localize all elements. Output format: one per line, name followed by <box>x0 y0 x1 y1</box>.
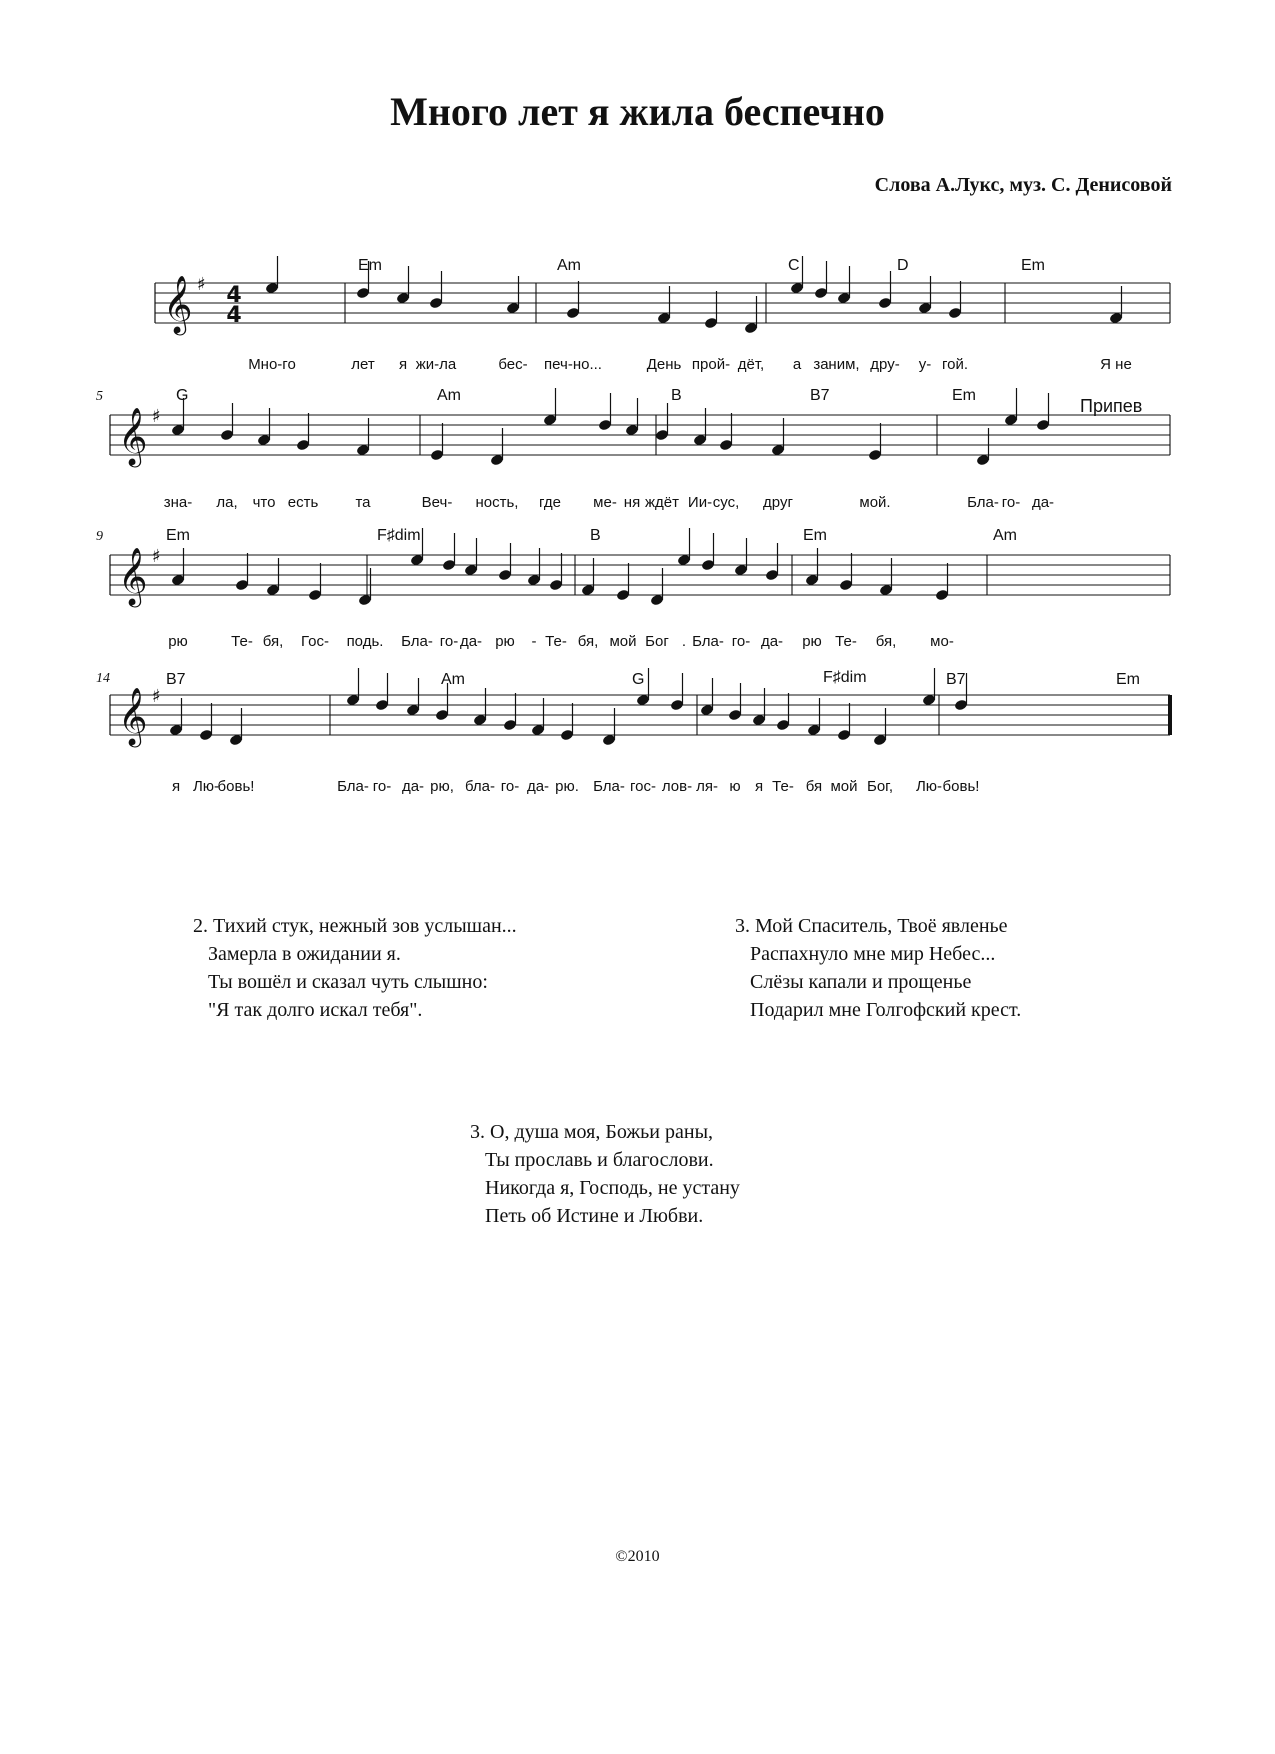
lyric-syllable: я <box>754 778 764 795</box>
lyrics-line <box>172 778 980 795</box>
lyric-syllable: Те- <box>545 633 567 650</box>
measure-number: 9 <box>96 529 103 544</box>
key-signature-sharp: ♯ <box>152 686 161 707</box>
key-signature-sharp: ♯ <box>197 274 206 295</box>
lyric-syllable: есть <box>287 494 319 511</box>
lyric-syllable: го- <box>1001 494 1021 511</box>
lyric-syllable: бя, <box>577 633 599 650</box>
lyric-syllable: да- <box>760 633 784 650</box>
lyric-syllable: ним, <box>828 356 860 373</box>
lyric-syllable: Бла- <box>593 778 625 795</box>
verse-line: Слёзы капали и прощенье <box>750 971 972 993</box>
lyric-syllable: Бла- <box>401 633 433 650</box>
lyric-syllable: Бла- <box>337 778 369 795</box>
lyric-syllable: прой- <box>691 356 731 373</box>
chord-symbol: F♯dim <box>377 527 421 544</box>
chord-symbol: F♯dim <box>823 669 867 686</box>
chord-symbol: Am <box>441 671 465 688</box>
chord-symbol: B <box>590 527 601 544</box>
verse-line: "Я так долго искал тебя". <box>208 999 423 1021</box>
lyric-syllable: рю. <box>555 778 579 795</box>
chord-symbol: B7 <box>946 671 966 688</box>
lyric-syllable: День <box>646 356 682 373</box>
credits: Слова А.Лукс, муз. С. Денисовой <box>874 174 1172 196</box>
lyric-syllable: Бла- <box>967 494 999 511</box>
lyric-syllable: да- <box>459 633 483 650</box>
lyric-syllable: ме- <box>593 494 617 511</box>
copyright: ©2010 <box>615 1548 660 1565</box>
lyric-syllable: лов- <box>661 778 693 795</box>
chord-symbol: Em <box>1021 257 1045 274</box>
measure-number: 14 <box>96 671 110 686</box>
treble-clef: 𝄞 <box>163 275 193 333</box>
lyric-syllable: мо- <box>930 633 954 650</box>
lyric-syllable: ла, <box>216 494 238 511</box>
lyric-syllable: мой. <box>859 494 891 511</box>
key-signature-sharp: ♯ <box>152 406 161 427</box>
treble-clef: 𝄞 <box>118 547 148 605</box>
key-signature-sharp: ♯ <box>152 546 161 567</box>
lyric-syllable: мой <box>830 778 858 795</box>
verse-line: Распахнуло мне мир Небес... <box>750 943 996 965</box>
lyric-syllable: бя, <box>875 633 897 650</box>
time-signature-top: 4 <box>226 283 242 308</box>
verse-line: Подарил мне Голгофский крест. <box>750 999 1022 1021</box>
lyric-syllable: Те- <box>835 633 857 650</box>
lyric-syllable: Бог, <box>867 778 893 795</box>
lyric-syllable: лет <box>351 356 375 373</box>
lyric-syllable: да- <box>1031 494 1055 511</box>
chord-symbol: Em <box>1116 671 1140 688</box>
verse-4 <box>470 1118 740 1230</box>
verse-line: Никогда я, Господь, не устану <box>485 1177 740 1199</box>
lyric-syllable: бовь! <box>942 778 980 795</box>
lyric-syllable: у- <box>918 356 932 373</box>
lyric-syllable: рю, <box>430 778 454 795</box>
chord-symbol: Em <box>952 387 976 404</box>
chord-symbol: Em <box>803 527 827 544</box>
lyrics-line <box>164 494 1054 511</box>
verse-number: 3. <box>735 915 750 937</box>
verse-number: 3. <box>470 1121 485 1143</box>
chord-symbol: G <box>176 387 189 404</box>
verse-number: 2. <box>193 915 208 937</box>
treble-clef: 𝄞 <box>118 407 148 465</box>
lyric-syllable: та <box>355 494 371 511</box>
lyric-syllable: я <box>398 356 408 373</box>
lyric-syllable: Гос- <box>301 633 329 650</box>
lyric-syllable: ля- <box>696 778 718 795</box>
chord-symbol: D <box>897 257 909 274</box>
sheet-music <box>0 0 1275 820</box>
treble-clef: 𝄞 <box>118 687 148 745</box>
lyric-syllable: бовь! <box>217 778 255 795</box>
lyric-syllable: сус, <box>712 494 740 511</box>
lyric-syllable: ждёт <box>645 494 679 511</box>
lyrics-line <box>168 633 954 650</box>
lyric-syllable: где <box>539 494 561 511</box>
lyric-syllable: рю <box>495 633 515 650</box>
refrain-label: Припев <box>1080 396 1143 416</box>
lyric-syllable: го- <box>731 633 751 650</box>
lyric-syllable: Лю- <box>915 778 943 795</box>
lyric-syllable: рю <box>802 633 822 650</box>
lyric-syllable: гой. <box>941 356 969 373</box>
lyric-syllable: а <box>792 356 802 373</box>
time-signature-bottom: 4 <box>226 303 242 328</box>
lyric-syllable: бя <box>805 778 823 795</box>
lyric-syllable: Ии- <box>687 494 713 511</box>
lyric-syllable: бя, <box>262 633 284 650</box>
chord-symbol: C <box>788 257 800 274</box>
lyric-syllable: Веч- <box>421 494 453 511</box>
measure-number: 5 <box>96 389 103 404</box>
lyric-syllable: дёт, <box>737 356 765 373</box>
chord-symbol: B7 <box>810 387 830 404</box>
lyric-syllable: - <box>531 633 537 650</box>
verse-3 <box>735 912 1021 1024</box>
verse-2 <box>193 912 517 1024</box>
lyric-syllable: печ-но... <box>544 356 602 373</box>
lyric-syllable: бла- <box>464 778 496 795</box>
lyric-syllable: мой <box>609 633 637 650</box>
chord-symbol: B7 <box>166 671 186 688</box>
lyric-syllable: го- <box>500 778 520 795</box>
chord-symbol: Am <box>993 527 1017 544</box>
lyric-syllable: да- <box>526 778 550 795</box>
verse-line: Петь об Истине и Любви. <box>485 1205 704 1227</box>
lyric-syllable: друг <box>763 494 793 511</box>
lyric-syllable: гос- <box>630 778 656 795</box>
final-bar-line <box>1168 695 1172 735</box>
lyric-syllable: да- <box>401 778 425 795</box>
verse-line: Ты вошёл и сказал чуть слышно: <box>208 971 488 993</box>
lyric-syllable: Бог <box>645 633 669 650</box>
lyric-syllable: Я не <box>1100 356 1132 373</box>
lyric-syllable: я <box>171 778 181 795</box>
verse-line: Тихий стук, нежный зов услышан... <box>213 915 517 937</box>
chord-symbol: G <box>632 671 645 688</box>
lyrics-line <box>248 356 1132 373</box>
verse-line: Мой Спаситель, Твоё явленье <box>755 915 1008 937</box>
lyric-syllable: дру- <box>870 356 900 373</box>
verse-line: Замерла в ожидании я. <box>208 943 401 965</box>
lyric-syllable: го- <box>439 633 459 650</box>
lyric-syllable: рю <box>168 633 188 650</box>
lyric-syllable: ю <box>729 778 741 795</box>
lyric-syllable: зна- <box>163 494 193 511</box>
lyric-syllable: Те- <box>231 633 253 650</box>
lyric-syllable: подь. <box>346 633 384 650</box>
lyric-syllable: ня <box>623 494 641 511</box>
page-title: Много лет я жила беспечно <box>390 89 885 134</box>
chord-symbol: Am <box>557 257 581 274</box>
chord-symbol: B <box>671 387 682 404</box>
verse-line: О, душа моя, Божьи раны, <box>490 1121 714 1143</box>
lyric-syllable: ность, <box>475 494 519 511</box>
lyric-syllable: Мно-го <box>248 356 296 373</box>
lyric-syllable: жи-ла <box>415 356 457 373</box>
lyric-syllable: . <box>681 633 687 650</box>
lyric-syllable: го- <box>372 778 392 795</box>
lyric-syllable: Бла- <box>692 633 724 650</box>
lyric-syllable: Лю- <box>192 778 220 795</box>
lyric-syllable: Те- <box>772 778 794 795</box>
lyric-syllable: за <box>813 356 829 373</box>
chord-symbol: Em <box>166 527 190 544</box>
lyric-syllable: что <box>252 494 276 511</box>
chord-symbol: Em <box>358 257 382 274</box>
verse-line: Ты прославь и благослови. <box>485 1149 714 1171</box>
chord-symbol: Am <box>437 387 461 404</box>
lyric-syllable: бес- <box>498 356 528 373</box>
